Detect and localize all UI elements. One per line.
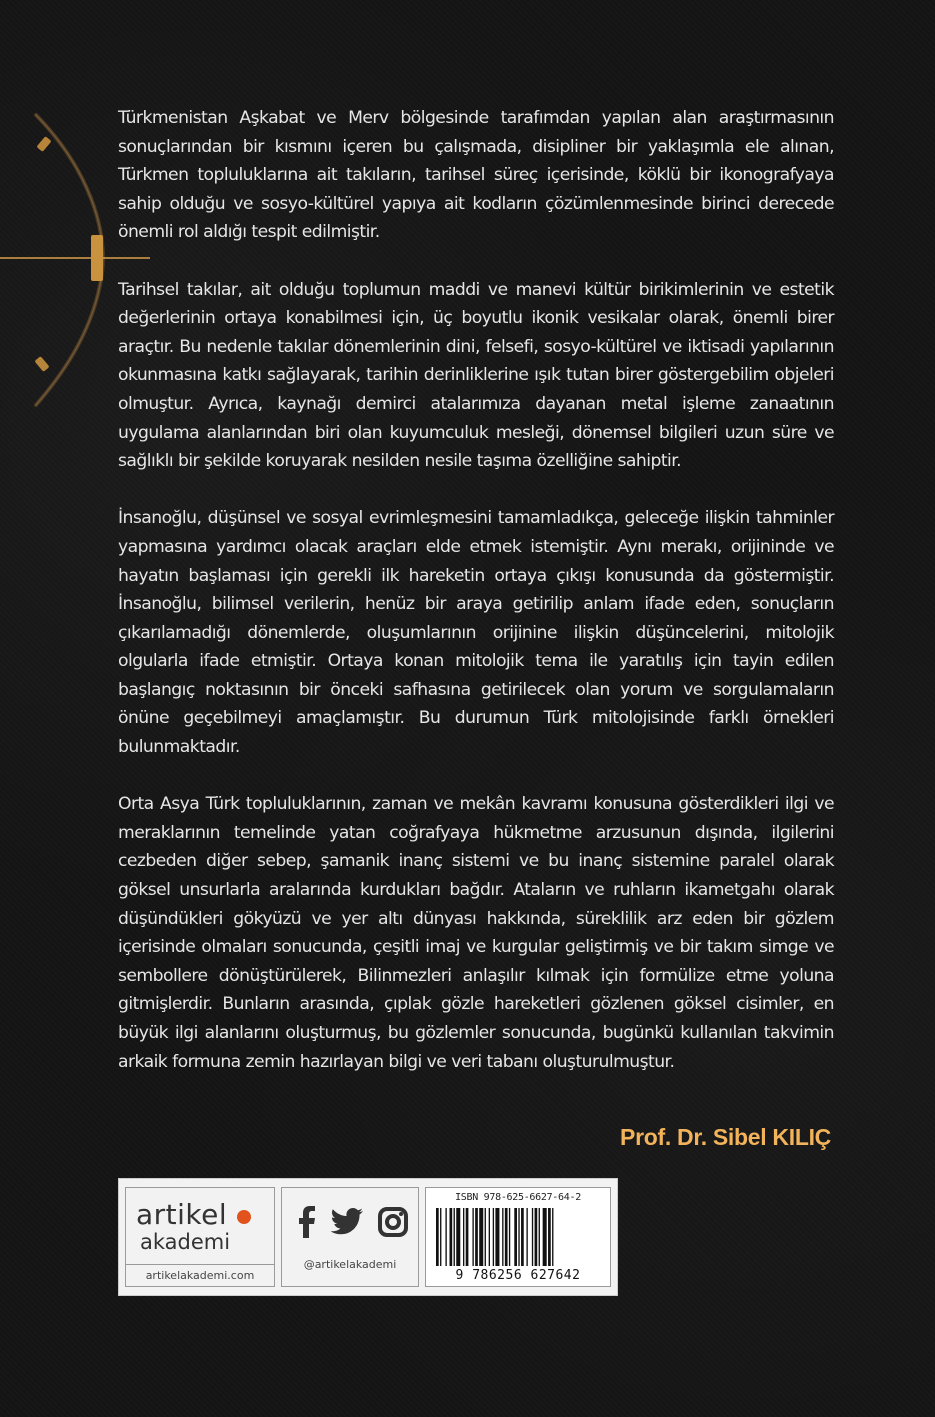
barcode-bar bbox=[514, 1208, 517, 1266]
barcode-bar bbox=[485, 1208, 486, 1266]
barcode-bar bbox=[548, 1208, 551, 1266]
barcode-bar bbox=[436, 1208, 439, 1266]
twitter-icon bbox=[330, 1207, 364, 1237]
barcode-bar bbox=[509, 1208, 510, 1266]
barcode-bar bbox=[535, 1208, 538, 1266]
publisher-logo bbox=[125, 1187, 275, 1287]
facebook-icon bbox=[296, 1206, 316, 1238]
social-handle: @artikelakademi bbox=[303, 1258, 397, 1271]
barcode-bar bbox=[526, 1208, 527, 1266]
barcode-bar bbox=[505, 1208, 508, 1266]
logo-word-artikel: artikel bbox=[136, 1198, 228, 1231]
barcode-bar bbox=[539, 1208, 540, 1266]
barcode-bar bbox=[532, 1208, 533, 1266]
isbn-barcode-block bbox=[425, 1187, 611, 1287]
barcode-bar bbox=[495, 1208, 499, 1266]
barcode-bar bbox=[543, 1208, 547, 1266]
barcode-bar bbox=[445, 1208, 446, 1266]
back-cover-text bbox=[118, 104, 834, 1105]
instagram-icon bbox=[378, 1207, 408, 1237]
publisher-website: artikelakademi.com bbox=[145, 1269, 255, 1282]
barcode-bar bbox=[552, 1208, 553, 1266]
logo-dot-icon bbox=[237, 1210, 251, 1224]
barcode-bar bbox=[475, 1208, 478, 1266]
barcode-bar bbox=[472, 1208, 473, 1266]
barcode-bar bbox=[479, 1208, 483, 1266]
barcode-bar bbox=[502, 1208, 503, 1266]
barcode-bar bbox=[521, 1208, 524, 1266]
barcode-bar bbox=[518, 1208, 519, 1266]
barcode-bar bbox=[450, 1208, 453, 1266]
isbn-label: ISBN 978-625-6627-64-2 bbox=[455, 1192, 581, 1203]
author-name: Prof. Dr. Sibel KILIÇ bbox=[620, 1124, 831, 1150]
paragraph-3: İnsanoğlu, düşünsel ve sosyal evrimleşmesini tamamladıkça, geleceğe ilişkin tahminler yapmasına yardımcı olacak araçları elde etmek istemiştir. Aynı merakı, orijininde ve hayatın başlaması için gerekli ilk hareketin ortaya çıkışı konusunda da göstermiştir. İnsanoğlu, bilimsel verilerin, henüz bir araya getirilip anlam ifade eden, sonuçların çıkarılamadığı dönemlerde, oluşumlarının orijinine ilişkin düşüncelerini, mitolojik olgularla ifade etmiştir. Ortaya konan mitolojik tema ile yaratılış için tayin edilen başlangıç noktasının bir önceki safhasına getirilecek olan yorum ve sorgulamaların önüne geçebilmeyi amaçlamıştır. Bu durumun Türk mitolojisinde farklı örnekleri bulunmaktadır. bbox=[118, 508, 834, 758]
barcode bbox=[434, 1208, 604, 1266]
publisher-footer bbox=[118, 1178, 618, 1296]
barcode-digits: 9 786256 627642 bbox=[455, 1268, 581, 1283]
barcode-bar bbox=[456, 1208, 460, 1266]
paragraph-4: Orta Asya Türk topluluklarının, zaman ve mekân kavramı konusuna gösterdikleri ilgi ve meraklarının temelinde yatan coğrafyaya hükmetme arzusunun dışında, ilgilerini cezbeden diğer sebep, şamanik inanç sistemi ve bu inanç sistemine paralel olarak göksel unsurlarla aralarında kurdukları bağdır. Ataların ve ruhların ikametgahı olarak düşündükleri gökyüzü ve yer altı dünyası hakkında, süreklilik arz eden bir gözlem içerisinde olmaları sonucunda, çeşitli imaj ve kurgular geliştirmiş ve bir takım simge ve sembollere dönüştürülerek, Bilinmezleri anlaşılır kılmak için formülize etme yoluna gitmişlerdir. Bunların arasında, çıplak gözle hareketleri gözlenen göksel cisimler, en büyük ilgi alanlarını oluşturmuş, bu gözlemler sonucunda, bugünkü kullanılan takvimin arkaik formuna zemin hazırlayan bilgi ve veri tabanı oluşturulmuştur. bbox=[118, 794, 834, 1072]
paragraph-1: Türkmenistan Aşkabat ve Merv bölgesinde tarafımdan yapılan alan araştırmasının sonuçlarından bir kısmını içeren bu çalışmada, disipliner bir yaklaşımla ele alınan, Türkmen topluluklarına ait takıların, tarihsel süreç içerisinde, köklü bir ikonografyaya sahip olduğu ve sosyo-kültürel yapıya ait kodların çözümlenmesinde birinci derecede önemli rol aldığı tespit edilmiştir. bbox=[118, 108, 834, 243]
barcode-bar bbox=[454, 1208, 455, 1266]
barcode-bar bbox=[466, 1208, 469, 1266]
barcode-bar bbox=[489, 1208, 490, 1266]
barcode-bar bbox=[493, 1208, 494, 1266]
paragraph-2: Tarihsel takılar, ait olduğu toplumun maddi ve manevi kültür birikimlerinin ve estetik değerlerinin ortaya konabilmesi için, üç boyutlu ikonik vesikalar olarak, önemli birer araçtır. Bu nedenle takılar dönemlerinin dini, felsefi, sosyo-kültürel ve iktisadi yapılarının okunmasına katkı sağlayarak, tarihin derinliklerine ışık tutan birer göstergebilim objeleri olmuştur. Ayrıca, kaynağı demirci atalarımıza dayanan metal işleme zanaatının uygulama alanlarından biri olan kuyumculuk mesleği, dönemsel bilgileri uzun süre ve sağlıklı bir şekilde koruyarak nesilden nesile taşıma özelliğine sahiptir. bbox=[118, 279, 834, 472]
logo-word-akademi: akademi bbox=[140, 1230, 231, 1254]
barcode-bar bbox=[440, 1208, 441, 1266]
social-icons-row bbox=[296, 1206, 408, 1238]
barcode-bar bbox=[463, 1208, 464, 1266]
logo-divider bbox=[126, 1264, 274, 1265]
social-media-block bbox=[281, 1187, 419, 1287]
